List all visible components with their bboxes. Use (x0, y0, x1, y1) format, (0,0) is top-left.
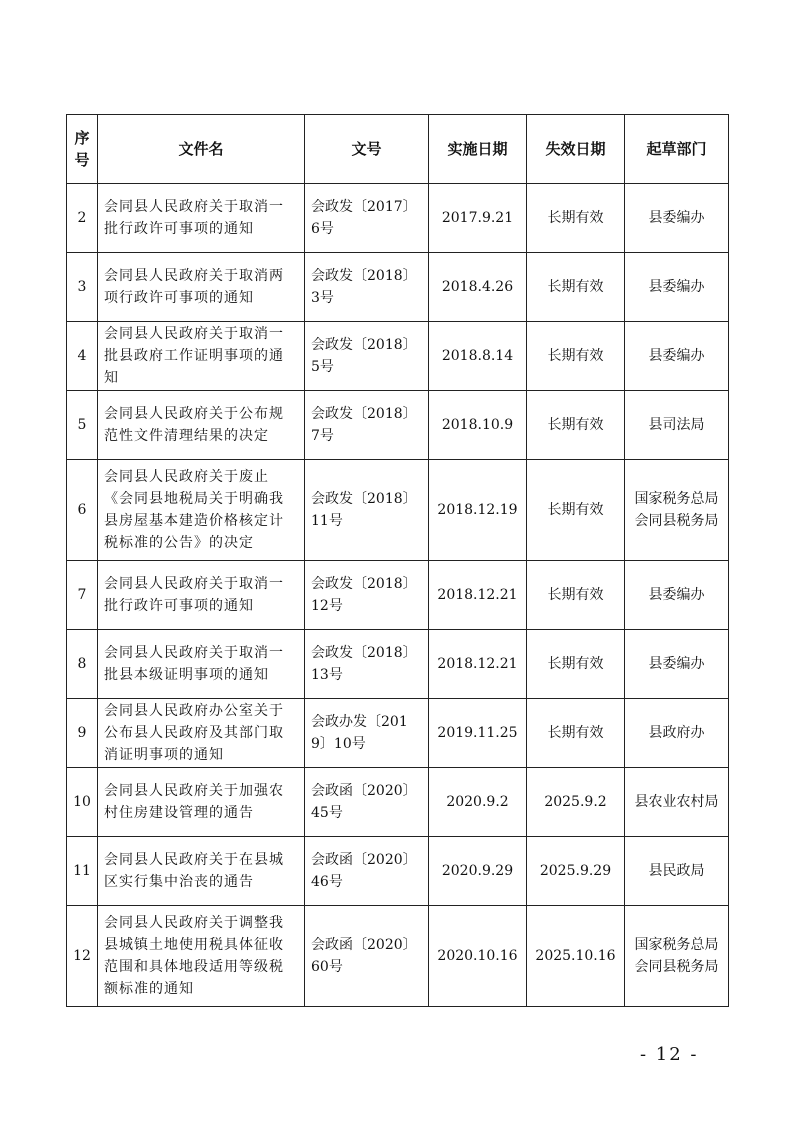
cell-name: 会同县人民政府关于废止《会同县地税局关于明确我县房屋基本建造价格核定计税标准的公告》的决定 (98, 460, 305, 561)
header-seq: 序号 (67, 115, 98, 184)
cell-name: 会同县人民政府关于取消两项行政许可事项的通知 (98, 253, 305, 322)
cell-impl-date: 2018.10.9 (429, 391, 527, 460)
table-row (67, 561, 729, 630)
cell-name: 会同县人民政府关于取消一批县本级证明事项的通知 (98, 630, 305, 699)
cell-seq: 8 (67, 630, 98, 699)
cell-number: 会政发〔2018〕12号 (305, 561, 429, 630)
cell-expiry-date: 2025.9.2 (527, 768, 625, 837)
cell-seq: 6 (67, 460, 98, 561)
cell-number: 会政发〔2018〕11号 (305, 460, 429, 561)
table-header-row (67, 115, 729, 184)
table-row (67, 699, 729, 768)
cell-number: 会政办发〔2019〕10号 (305, 699, 429, 768)
cell-number: 会政发〔2017〕6号 (305, 184, 429, 253)
cell-seq: 5 (67, 391, 98, 460)
cell-impl-date: 2018.4.26 (429, 253, 527, 322)
cell-impl-date: 2019.11.25 (429, 699, 527, 768)
cell-dept: 县委编办 (625, 322, 729, 391)
cell-number: 会政发〔2018〕7号 (305, 391, 429, 460)
header-name: 文件名 (98, 115, 305, 184)
cell-seq: 7 (67, 561, 98, 630)
table-row (67, 906, 729, 1007)
cell-expiry-date: 长期有效 (527, 253, 625, 322)
cell-impl-date: 2020.10.16 (429, 906, 527, 1007)
cell-dept: 县委编办 (625, 253, 729, 322)
cell-name: 会同县人民政府办公室关于公布县人民政府及其部门取消证明事项的通知 (98, 699, 305, 768)
cell-dept: 县政府办 (625, 699, 729, 768)
cell-dept: 县委编办 (625, 184, 729, 253)
cell-seq: 10 (67, 768, 98, 837)
cell-impl-date: 2018.12.21 (429, 630, 527, 699)
cell-dept: 国家税务总局会同县税务局 (625, 906, 729, 1007)
cell-number: 会政函〔2020〕46号 (305, 837, 429, 906)
header-number: 文号 (305, 115, 429, 184)
cell-seq: 2 (67, 184, 98, 253)
cell-dept: 县司法局 (625, 391, 729, 460)
cell-number: 会政发〔2018〕5号 (305, 322, 429, 391)
table-row (67, 460, 729, 561)
cell-dept: 国家税务总局会同县税务局 (625, 460, 729, 561)
cell-number: 会政发〔2018〕3号 (305, 253, 429, 322)
table-row (67, 768, 729, 837)
header-expiry-date: 失效日期 (527, 115, 625, 184)
cell-dept: 县委编办 (625, 630, 729, 699)
cell-impl-date: 2020.9.2 (429, 768, 527, 837)
cell-impl-date: 2017.9.21 (429, 184, 527, 253)
cell-expiry-date: 长期有效 (527, 460, 625, 561)
cell-number: 会政函〔2020〕45号 (305, 768, 429, 837)
cell-impl-date: 2018.8.14 (429, 322, 527, 391)
cell-expiry-date: 2025.9.29 (527, 837, 625, 906)
table-row (67, 837, 729, 906)
cell-impl-date: 2018.12.19 (429, 460, 527, 561)
cell-name: 会同县人民政府关于调整我县城镇土地使用税具体征收范围和具体地段适用等级税额标准的通知 (98, 906, 305, 1007)
cell-name: 会同县人民政府关于取消一批行政许可事项的通知 (98, 184, 305, 253)
cell-expiry-date: 长期有效 (527, 561, 625, 630)
table-row (67, 322, 729, 391)
cell-number: 会政函〔2020〕60号 (305, 906, 429, 1007)
header-impl-date: 实施日期 (429, 115, 527, 184)
cell-impl-date: 2020.9.29 (429, 837, 527, 906)
cell-number: 会政发〔2018〕13号 (305, 630, 429, 699)
cell-expiry-date: 2025.10.16 (527, 906, 625, 1007)
cell-expiry-date: 长期有效 (527, 630, 625, 699)
table-row (67, 391, 729, 460)
cell-dept: 县农业农村局 (625, 768, 729, 837)
cell-dept: 县民政局 (625, 837, 729, 906)
cell-seq: 3 (67, 253, 98, 322)
header-dept: 起草部门 (625, 115, 729, 184)
cell-name: 会同县人民政府关于在县城区实行集中治丧的通告 (98, 837, 305, 906)
cell-seq: 11 (67, 837, 98, 906)
cell-expiry-date: 长期有效 (527, 184, 625, 253)
cell-seq: 9 (67, 699, 98, 768)
cell-impl-date: 2018.12.21 (429, 561, 527, 630)
cell-dept: 县委编办 (625, 561, 729, 630)
cell-expiry-date: 长期有效 (527, 391, 625, 460)
cell-name: 会同县人民政府关于公布规范性文件清理结果的决定 (98, 391, 305, 460)
cell-name: 会同县人民政府关于加强农村住房建设管理的通告 (98, 768, 305, 837)
cell-seq: 12 (67, 906, 98, 1007)
table-row (67, 184, 729, 253)
table-row (67, 630, 729, 699)
table-row (67, 253, 729, 322)
page-number: - 12 - (640, 1044, 699, 1065)
document-table (66, 114, 729, 1007)
cell-name: 会同县人民政府关于取消一批县政府工作证明事项的通知 (98, 322, 305, 391)
cell-expiry-date: 长期有效 (527, 322, 625, 391)
cell-name: 会同县人民政府关于取消一批行政许可事项的通知 (98, 561, 305, 630)
cell-expiry-date: 长期有效 (527, 699, 625, 768)
cell-seq: 4 (67, 322, 98, 391)
